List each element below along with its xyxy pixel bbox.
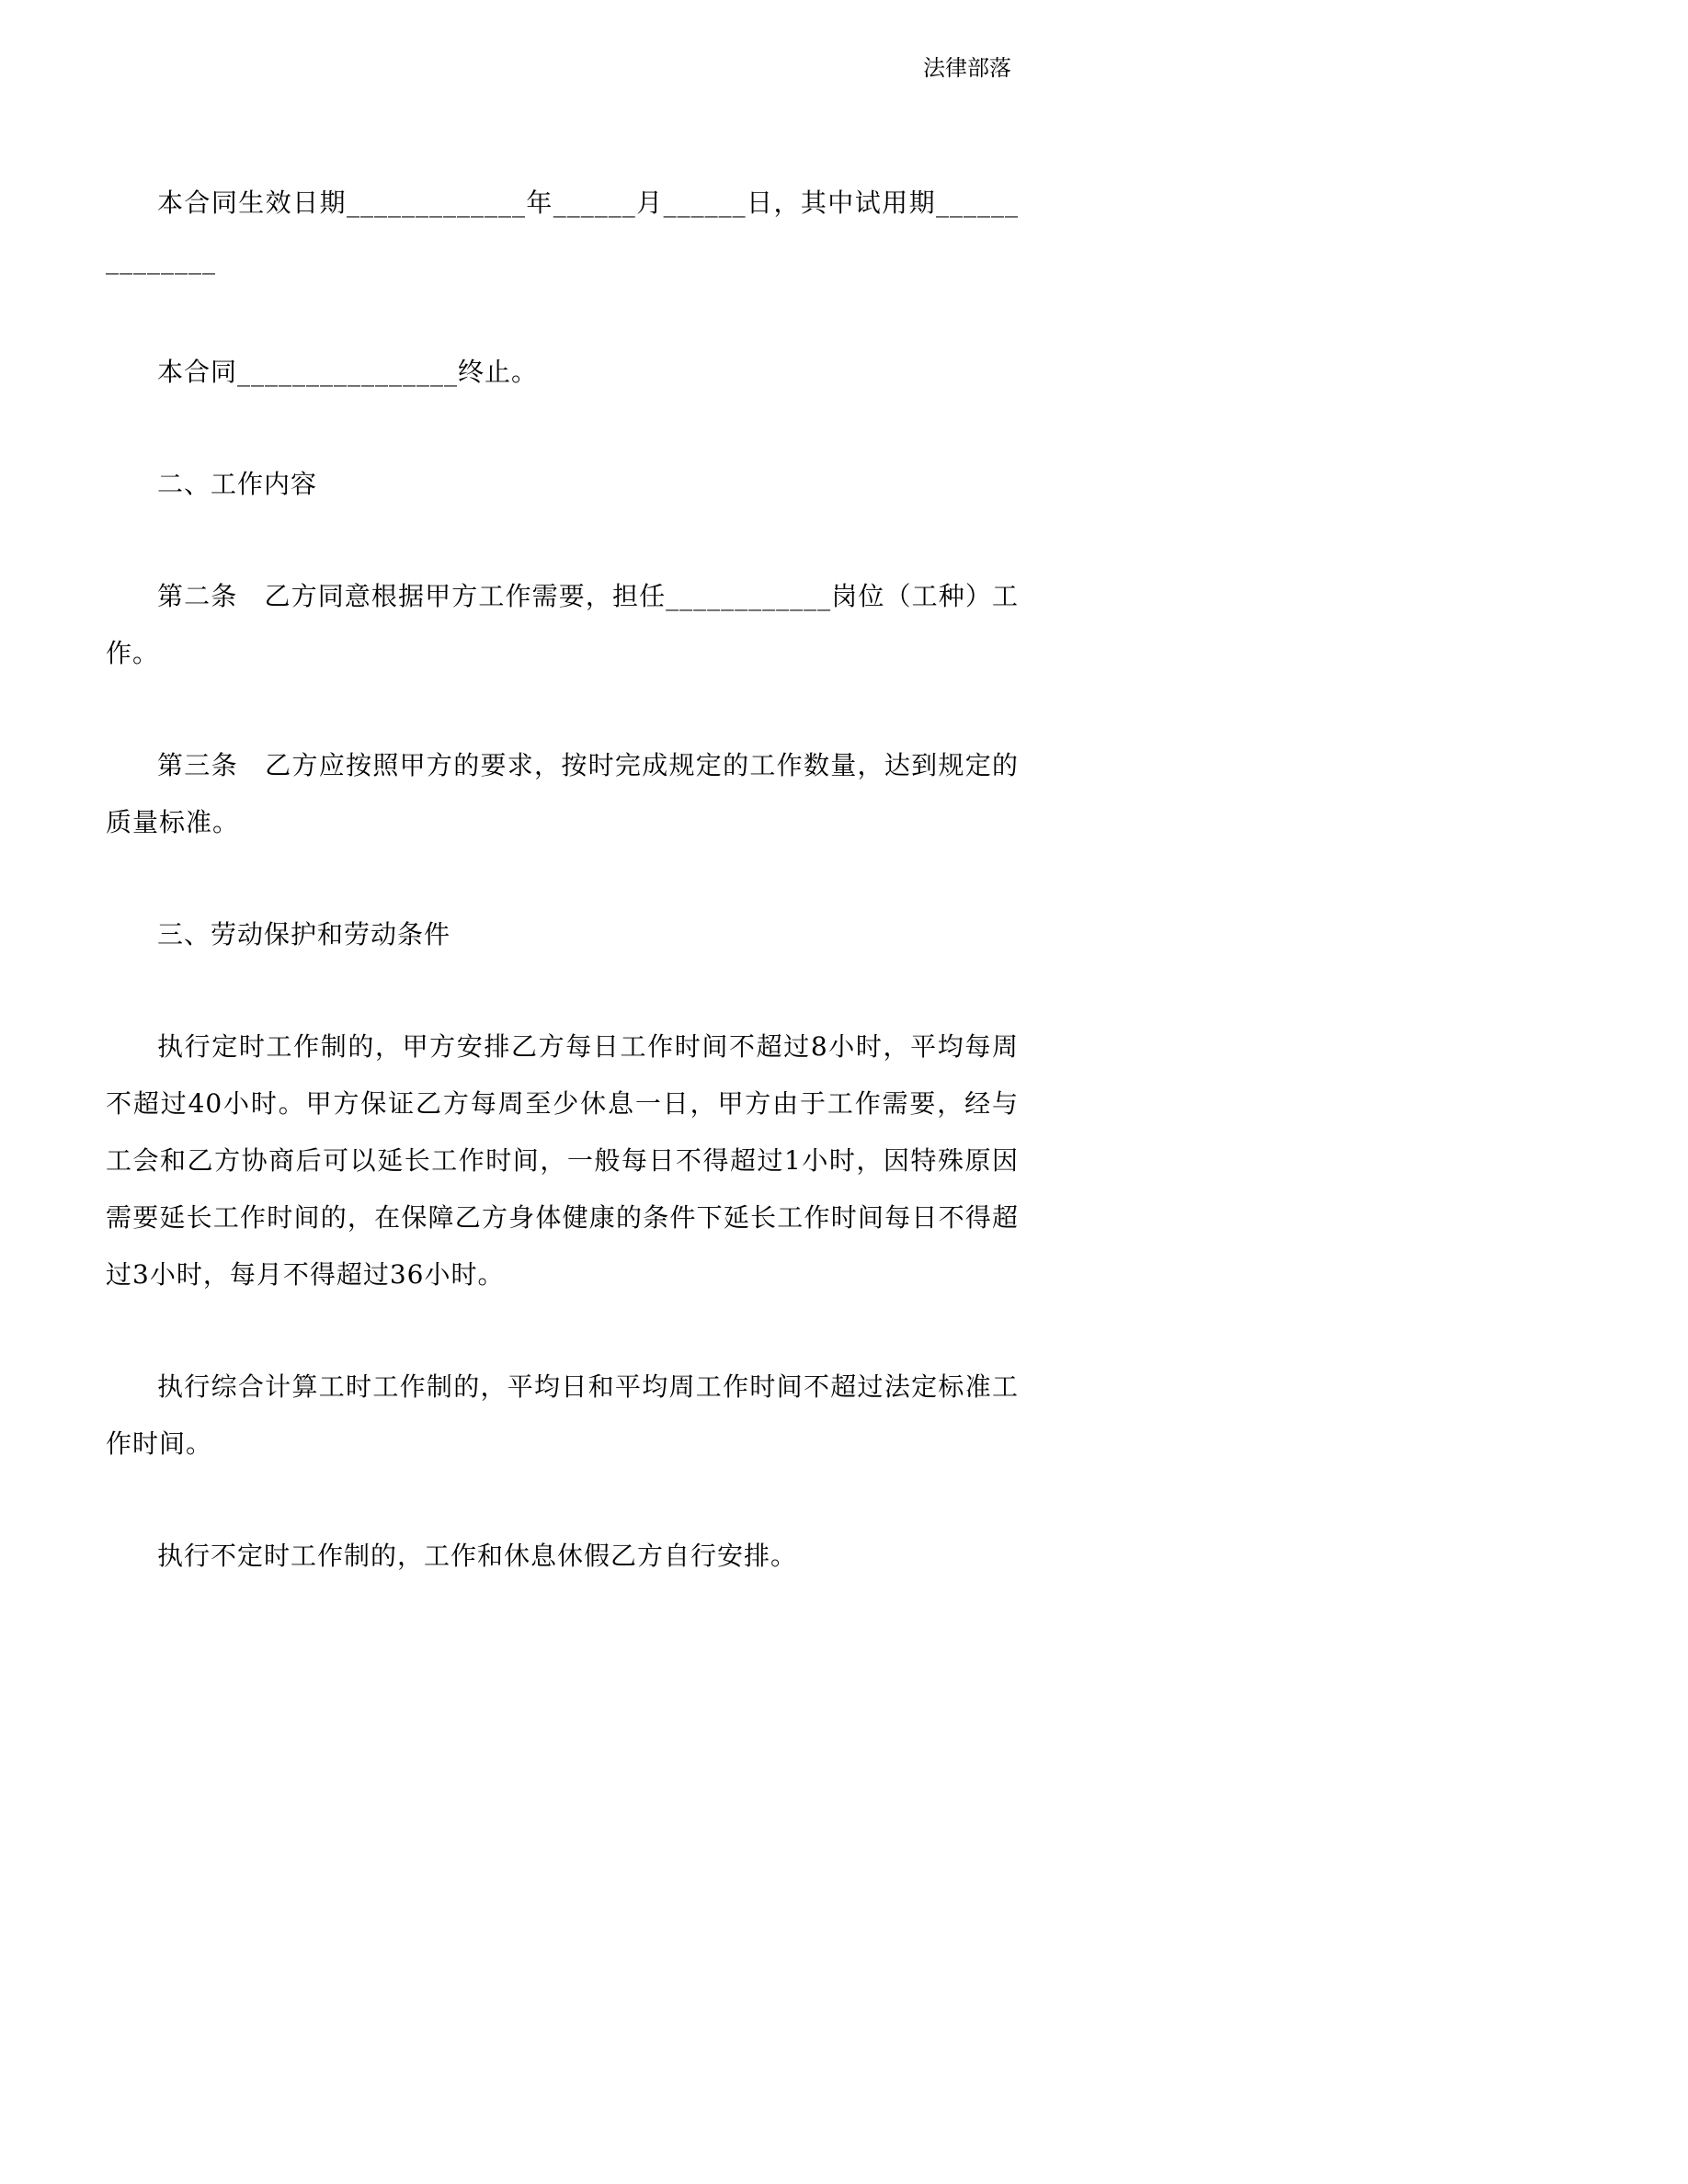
clause-2-position: 第二条 乙方同意根据甲方工作需要，担任____________岗位（工种）工作。 — [106, 581, 1019, 668]
section-heading-work-content: 二、工作内容 — [157, 469, 318, 499]
section-heading-labor-protection: 三、劳动保护和劳动条件 — [157, 919, 451, 950]
contract-body — [0, 83, 1688, 1585]
site-watermark: 法律部落 — [923, 55, 1011, 81]
contract-termination-line: 本合同________________终止。 — [157, 357, 539, 387]
clause-3-quality-standard: 第三条 乙方应按照甲方的要求，按时完成规定的工作数量，达到规定的质量标准。 — [106, 750, 1019, 837]
fixed-working-hours-paragraph: 执行定时工作制的，甲方安排乙方每日工作时间不超过8小时，平均每周不超过40小时。甲方保证乙方每周至少休息一日，甲方由于工作需要，经与工会和乙方协商后可以延长工作时间，一般每日不得超过1小时，因特殊原因需要延长工作时间的，在保障乙方身体健康的条件下延长工作时间每日不得超过3小时，每月不得超过36小时。 — [106, 1031, 1019, 1290]
flexible-working-hours-paragraph: 执行不定时工作制的，工作和休息休假乙方自行安排。 — [157, 1541, 798, 1571]
contract-effective-date-line: 本合同生效日期_____________年______月______日，其中试用期______________ — [106, 188, 1019, 275]
comprehensive-working-hours-paragraph: 执行综合计算工时工作制的，平均日和平均周工作时间不超过法定标准工作时间。 — [106, 1371, 1019, 1459]
